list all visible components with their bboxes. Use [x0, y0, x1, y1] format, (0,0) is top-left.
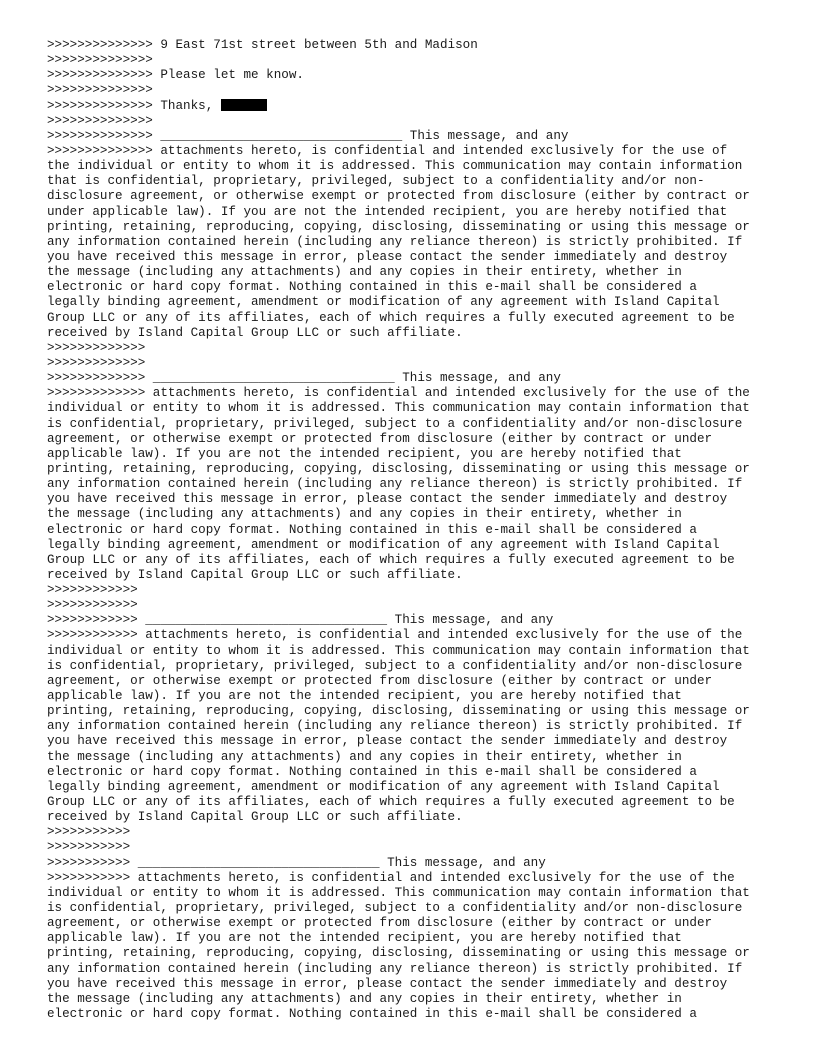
email-text-line: electronic or hard copy format. Nothing contained in this e-mail shall be considered a	[47, 522, 697, 537]
email-text-line: printing, retaining, reproducing, copying, disclosing, disseminating or using this message or	[47, 461, 750, 476]
email-text-line: under applicable law). If you are not the intended recipient, you are hereby notified that	[47, 204, 728, 219]
email-text-line: individual or entity to whom it is addressed. This communication may contain information that	[47, 401, 750, 416]
email-text-segment: >>>>>>>>>>>>>> Thanks,	[47, 98, 221, 113]
email-text-line: you have received this message in error, please contact the sender immediately and destroy	[47, 492, 728, 507]
email-text-line: is confidential, proprietary, privileged, subject to a confidentiality and/or non-disclosure	[47, 416, 743, 431]
email-text-line: >>>>>>>>>>>>>	[47, 340, 146, 355]
email-text-line: applicable law). If you are not the intended recipient, you are hereby notified that	[47, 689, 682, 704]
email-text-line: any information contained herein (including any reliance thereon) is strictly prohibited. If	[47, 719, 743, 734]
email-text-line: you have received this message in error, please contact the sender immediately and destroy	[47, 976, 728, 991]
email-text-line: electronic or hard copy format. Nothing contained in this e-mail shall be considered a	[47, 764, 697, 779]
email-text-line: >>>>>>>>>>> attachments hereto, is confidential and intended exclusively for the use of the	[47, 870, 735, 885]
email-text-line: printing, retaining, reproducing, copying, disclosing, disseminating or using this message or	[47, 219, 750, 234]
email-text-line: >>>>>>>>>>>>> attachments hereto, is confidential and intended exclusively for the use of the	[47, 386, 750, 401]
email-text-line: printing, retaining, reproducing, copying, disclosing, disseminating or using this message or	[47, 704, 750, 719]
email-text-line: >>>>>>>>>>>>>> 9 East 71st street between 5th and Madison	[47, 38, 478, 52]
email-text-line: >>>>>>>>>>>>	[47, 598, 138, 613]
email-text-line: >>>>>>>>>>> ________________________________ This message, and any	[47, 855, 546, 870]
email-text-line: legally binding agreement, amendment or modification of any agreement with Island Capital	[47, 295, 720, 310]
email-text-line: applicable law). If you are not the intended recipient, you are hereby notified that	[47, 446, 682, 461]
email-text-line: the message (including any attachments) and any copies in their entirety, whether in	[47, 265, 682, 280]
email-text-line: electronic or hard copy format. Nothing contained in this e-mail shall be considered a	[47, 280, 697, 295]
email-text-line: applicable law). If you are not the intended recipient, you are hereby notified that	[47, 931, 682, 946]
redaction-box	[221, 99, 267, 111]
email-text-line: Group LLC or any of its affiliates, each of which requires a fully executed agreement to be	[47, 552, 735, 567]
email-text-line: >>>>>>>>>>>>>> attachments hereto, is confidential and intended exclusively for the use of	[47, 143, 728, 158]
email-text-line: >>>>>>>>>>>> ________________________________ This message, and any	[47, 613, 554, 628]
email-text-line: printing, retaining, reproducing, copying, disclosing, disseminating or using this message or	[47, 946, 750, 961]
email-text-line: >>>>>>>>>>>>>>	[47, 53, 153, 68]
email-text-line: you have received this message in error, please contact the sender immediately and destroy	[47, 734, 728, 749]
email-text-line	[47, 99, 777, 114]
email-text-line: received by Island Capital Group LLC or such affiliate.	[47, 325, 463, 340]
email-text-line: the individual or entity to whom it is addressed. This communication may contain information	[47, 159, 743, 174]
email-text-line: >>>>>>>>>>>>>> Please let me know.	[47, 68, 304, 83]
email-text-line: >>>>>>>>>>>	[47, 825, 131, 840]
email-text-line: any information contained herein (including any reliance thereon) is strictly prohibited. If	[47, 234, 743, 249]
email-text-line: electronic or hard copy format. Nothing contained in this e-mail shall be considered a	[47, 1007, 697, 1021]
email-body	[47, 38, 777, 1022]
email-text-line: the message (including any attachments) and any copies in their entirety, whether in	[47, 749, 682, 764]
email-text-line: is confidential, proprietary, privileged, subject to a confidentiality and/or non-disclosure	[47, 658, 743, 673]
email-text-line: received by Island Capital Group LLC or such affiliate.	[47, 567, 463, 582]
email-text-line: the message (including any attachments) and any copies in their entirety, whether in	[47, 991, 682, 1006]
email-text-line: >>>>>>>>>>>>> ________________________________ This message, and any	[47, 371, 561, 386]
email-text-line: received by Island Capital Group LLC or such affiliate.	[47, 810, 463, 825]
email-text-line: individual or entity to whom it is addressed. This communication may contain information that	[47, 643, 750, 658]
email-text-line: >>>>>>>>>>>>>>	[47, 83, 153, 98]
email-text-line: that is confidential, proprietary, privileged, subject to a confidentiality and/or non-	[47, 174, 705, 189]
email-text-line: you have received this message in error, please contact the sender immediately and destroy	[47, 249, 728, 264]
email-text-line: agreement, or otherwise exempt or protected from disclosure (either by contract or under	[47, 916, 713, 931]
email-text-line: legally binding agreement, amendment or modification of any agreement with Island Capital	[47, 537, 720, 552]
email-text-line: legally binding agreement, amendment or modification of any agreement with Island Capital	[47, 779, 720, 794]
email-text-line: is confidential, proprietary, privileged, subject to a confidentiality and/or non-disclosure	[47, 901, 743, 916]
email-text-line: any information contained herein (including any reliance thereon) is strictly prohibited. If	[47, 477, 743, 492]
email-text-line: Group LLC or any of its affiliates, each of which requires a fully executed agreement to be	[47, 795, 735, 810]
email-text-line: >>>>>>>>>>>>>	[47, 355, 146, 370]
email-text-line: agreement, or otherwise exempt or protected from disclosure (either by contract or under	[47, 673, 713, 688]
email-text-line: >>>>>>>>>>>> attachments hereto, is confidential and intended exclusively for the use of the	[47, 628, 743, 643]
email-text-line: the message (including any attachments) and any copies in their entirety, whether in	[47, 507, 682, 522]
email-text-line: >>>>>>>>>>>>>> ________________________________ This message, and any	[47, 128, 569, 143]
email-text-line: Group LLC or any of its affiliates, each of which requires a fully executed agreement to be	[47, 310, 735, 325]
email-text-line: individual or entity to whom it is addressed. This communication may contain information that	[47, 885, 750, 900]
email-text-line: disclosure agreement, or otherwise exempt or protected from disclosure (either by contract or	[47, 189, 750, 204]
email-text-line: >>>>>>>>>>>>	[47, 583, 138, 598]
email-text-line: >>>>>>>>>>>>>>	[47, 113, 153, 128]
email-text-line: >>>>>>>>>>>	[47, 840, 131, 855]
email-text-line: any information contained herein (including any reliance thereon) is strictly prohibited. If	[47, 961, 743, 976]
email-text-line: agreement, or otherwise exempt or protected from disclosure (either by contract or under	[47, 431, 713, 446]
